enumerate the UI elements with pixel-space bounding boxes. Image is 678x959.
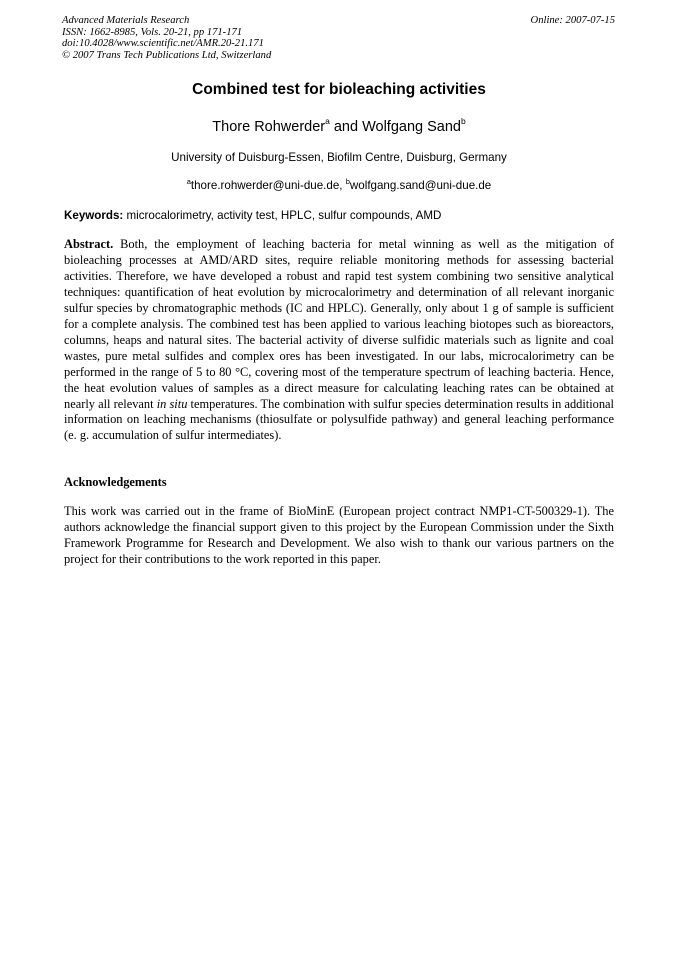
abstract-label: Abstract. xyxy=(64,237,114,251)
author-affiliation-marker: b xyxy=(460,116,466,126)
email-link[interactable]: wolfgang.sand@uni-due.de xyxy=(349,179,492,192)
journal-header xyxy=(62,15,271,61)
acknowledgements-heading: Acknowledgements xyxy=(64,475,167,489)
paper-title: Combined test for bioleaching activities xyxy=(192,81,486,98)
abstract-italic: in situ xyxy=(156,396,188,411)
affiliation: University of Duisburg-Essen, Biofilm Centre, Duisburg, Germany xyxy=(171,151,507,164)
keywords xyxy=(64,208,616,224)
keywords-label: Keywords: xyxy=(64,209,124,222)
author-name: Wolfgang Sand xyxy=(362,119,461,135)
acknowledgements-text: This work was carried out in the frame of BioMinE (European project contract NMP1-CT-500329-1). The authors acknowledge the financial support given to this project by the European Commission under the Sixth Framework Programme for Research and Development. We also wish to thank our various partners on the project for their contributions to the work reported in this paper. xyxy=(64,504,614,566)
email-marker: b xyxy=(345,177,350,186)
abstract-text-end: temperatures. The combination with sulfur species determination results in additional information on leaching mechanisms (thiosulfate or polysulfide pathway) and general leaching performance (e. g. accumulation of sulfur intermediates). xyxy=(64,396,614,443)
copyright-line: © 2007 Trans Tech Publications Ltd, Switzerland xyxy=(62,49,272,61)
issn-line: ISSN: 1662-8985, Vols. 20-21, pp 171-171 xyxy=(62,26,243,38)
author-line xyxy=(0,117,678,137)
email-line xyxy=(0,178,678,194)
journal-name: Advanced Materials Research xyxy=(62,15,190,26)
abstract-text: Both, the employment of leaching bacteria for metal winning as well as the mitigation of bioleaching processes at AMD/ARD sites, require reliable monitoring methods for assessing bacterial activities. Therefore, we have developed a robust and rapid test system combining two sensitive analytical techniques: quantification of heat evolution by microcalorimetry and determination of all relevant inorganic sulfur species by chromatographic methods (IC and HPLC). Generally, only about 1 g of sample is sufficient for a complete analysis. The combined test has been applied to various leaching biotopes such as bioreactors, columns, heaps and natural sites. The bacterial activity of diverse sulfidic materials such as lignite and coal wastes, pure metal sulfides and complex ores has been investigated. In our labs, microcalorimetry can be performed in the range of 5 to 80 °C, covering most of the temperature spectrum of leaching bacteria. Hence, the heat evolution values of samples as a direct measure for calculating leaching rates can be obtained at nearly all relevant xyxy=(64,237,614,411)
online-date: Online: 2007-07-15 xyxy=(530,15,615,26)
email-joiner: , xyxy=(339,179,346,192)
email-marker: a xyxy=(186,177,191,186)
abstract xyxy=(64,237,614,444)
author-joiner: and xyxy=(329,119,363,135)
doi-line: doi:10.4028/www.scientific.net/AMR.20-21.171 xyxy=(62,38,264,50)
author-affiliation-marker: a xyxy=(325,116,330,126)
keywords-text: microcalorimetry, activity test, HPLC, sulfur compounds, AMD xyxy=(126,209,442,222)
email-link[interactable]: thore.rohwerder@uni-due.de xyxy=(190,179,340,192)
author-name: Thore Rohwerder xyxy=(212,119,326,135)
